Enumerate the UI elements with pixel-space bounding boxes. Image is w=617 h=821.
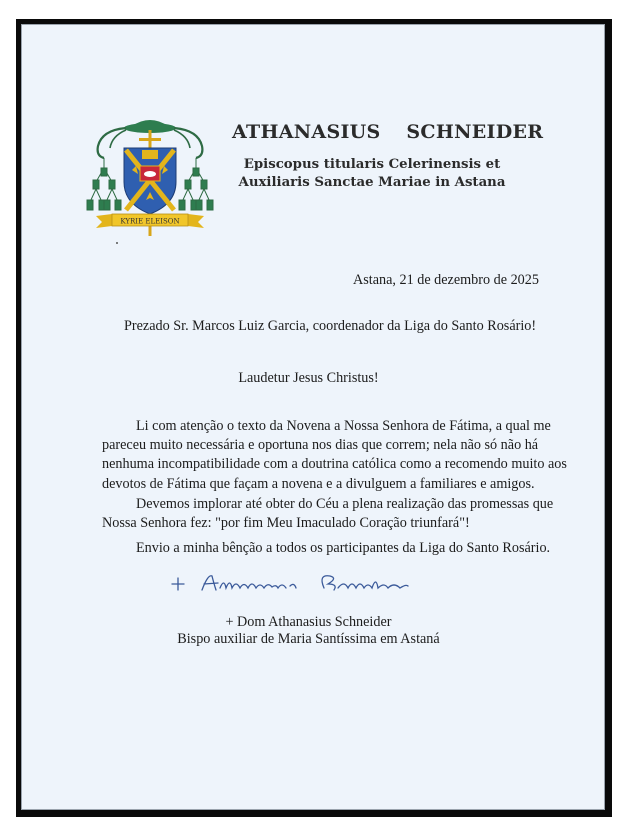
- paragraph-line: pareceu muito necessária e oportuna nos dias que correm; nela não só não há: [102, 437, 539, 454]
- paragraph-line: Envio a minha bênção a todos os participantes da Liga do Santo Rosário.: [136, 540, 551, 556]
- coat-of-arms-icon: [82, 112, 218, 238]
- signer-title: Bispo auxiliar de Maria Santíssima em Astaná: [177, 631, 440, 647]
- paragraph-line: Nossa Senhora fez: "por fim Meu Imaculado Coração triunfará"!: [102, 515, 470, 532]
- paragraph-3: [102, 540, 551, 559]
- letter-greeting: Prezado Sr. Marcos Luiz Garcia, coordenador da Liga do Santo Rosário!: [124, 318, 537, 334]
- paragraph-2: [102, 496, 554, 534]
- paragraph-line: devotos de Fátima que façam a novena e a divulguem a familiares e amigos.: [102, 475, 535, 492]
- letterhead-title-line1: Episcopus titularis Celerinensis et: [243, 157, 501, 172]
- letterhead-name: ATHANASIUS SCHNEIDER: [232, 121, 544, 143]
- handwritten-signature: [168, 568, 432, 598]
- letterhead-title-line2: Auxiliaris Sanctae Mariae in Astana: [238, 175, 506, 190]
- crest-motto-text: KYRIE ELEISON: [120, 217, 180, 226]
- letter-salutation: Laudetur Jesus Christus!: [238, 370, 379, 386]
- paragraph-line: Li com atenção o texto da Novena a Nossa Senhora de Fátima, a qual me: [136, 418, 551, 434]
- page-speck: [116, 242, 118, 244]
- letter-date: Astana, 21 de dezembro de 2025: [353, 272, 539, 288]
- paragraph-line: Devemos implorar até obter do Céu a plena realização das promessas que: [136, 496, 554, 512]
- paragraph-line: nenhuma incompatibilidade com a doutrina católica como a recomendo muito aos: [102, 456, 567, 473]
- paragraph-1: [102, 418, 567, 495]
- signer-name: + Dom Athanasius Schneider: [225, 614, 392, 630]
